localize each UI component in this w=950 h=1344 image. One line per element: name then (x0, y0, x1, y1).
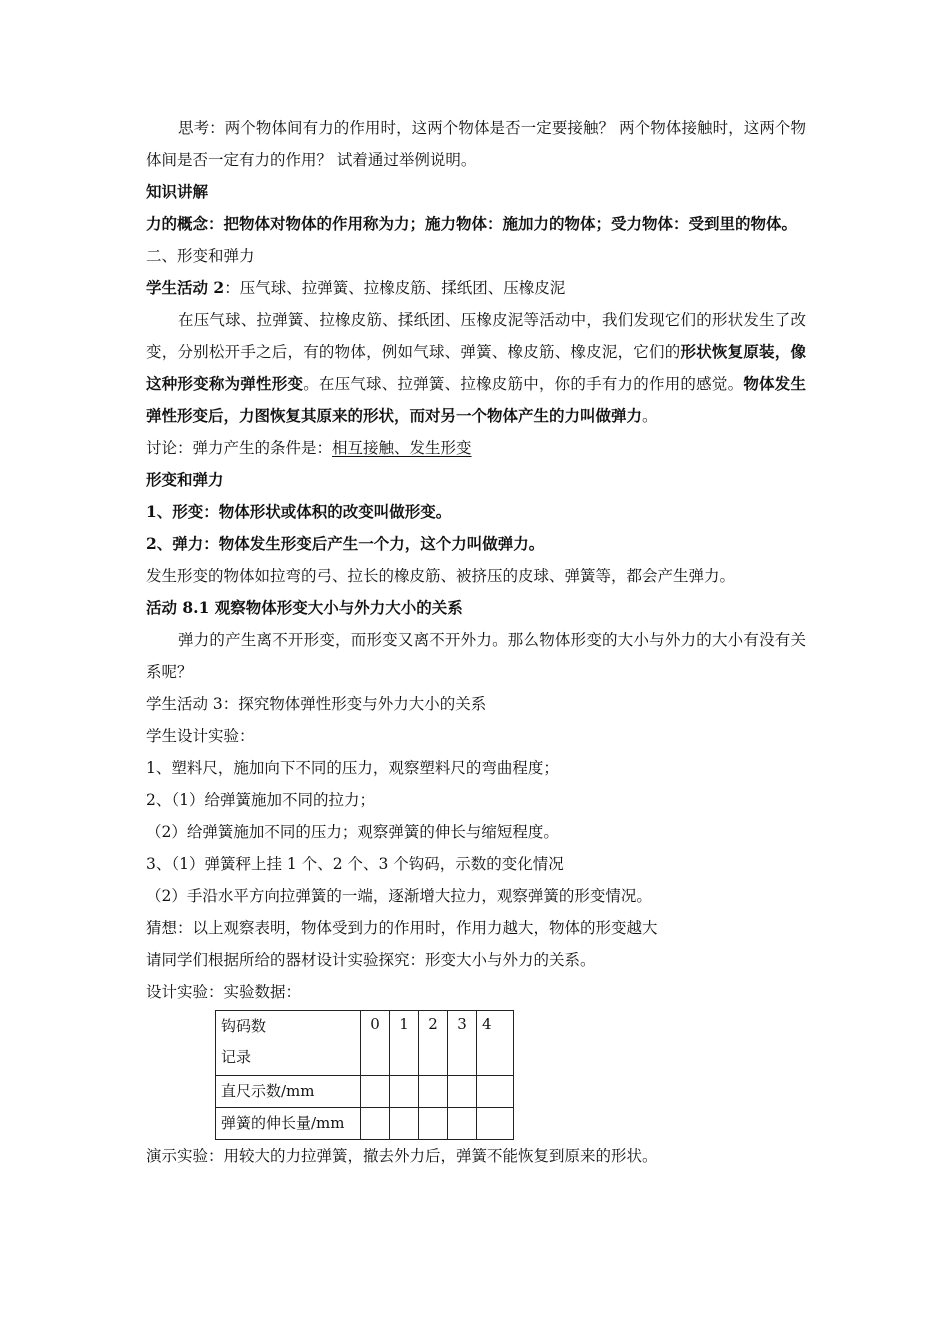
row-label-ruler: 直尺示数/mm (216, 1076, 361, 1108)
request-line: 请同学们根据所给的器材设计实验探究：形变大小与外力的关系。 (146, 951, 596, 969)
table-cell (419, 1108, 448, 1140)
step3a-line: 3、（1）弹簧秤上挂 1 个、2 个、3 个钩码，示数的变化情况 (146, 855, 564, 873)
table-row (216, 1076, 514, 1108)
step2b-line: （2）给弹簧施加不同的压力；观察弹簧的伸长与缩短程度。 (146, 823, 559, 841)
deform-heading: 形变和弹力 (146, 470, 224, 489)
table-cell (361, 1076, 390, 1108)
design-line: 学生设计实验： (146, 727, 255, 745)
table-cell (419, 1076, 448, 1108)
activity2-label: 学生活动 2 (146, 278, 225, 297)
count-cell-1: 1 (390, 1011, 419, 1076)
force-concept: 力的概念：把物体对物体的作用称为力；施力物体：施加力的物体；受力物体：受到里的物体。 (146, 214, 798, 233)
step2a-line: 2、（1）给弹簧施加不同的拉力； (146, 791, 375, 809)
think-paragraph: 思考：两个物体间有力的作用时，这两个物体是否一定要接触？ 两个物体接触时，这两个物体间是否一定有力的作用？ 试着通过举例说明。 (146, 119, 806, 169)
experiment-data-table (215, 1010, 514, 1140)
elastic-part4: 物体发生弹性形变后，力图恢复其原来的形状，而对另一个物体产生的力叫做弹力 (146, 374, 806, 425)
count-cell-3: 3 (448, 1011, 477, 1076)
elastic-part1: 在压气球、拉弹簧、拉橡皮筋、揉纸团、压橡皮泥等活动中，我们发现它们的形状发生了改变，分别松开手之后，有的物体，例如气球、弹簧、橡皮筋、橡皮泥，它们的 (146, 311, 806, 361)
count-cell-2: 2 (419, 1011, 448, 1076)
count-cell-4: 4 (477, 1011, 514, 1076)
activity2-text: ：压气球、拉弹簧、拉橡皮筋、揉纸团、压橡皮泥 (224, 279, 566, 297)
document-page (146, 112, 806, 1172)
header-line2: 记录 (221, 1048, 252, 1066)
demo-line: 演示实验：用较大的力拉弹簧，撤去外力后，弹簧不能恢复到原来的形状。 (146, 1147, 658, 1165)
definition-deformation: 1、形变：物体形状或体积的改变叫做形变。 (146, 502, 452, 521)
table-cell (448, 1108, 477, 1140)
discuss-answer: 相互接触、发生形变 (332, 439, 472, 457)
design-data-line: 设计实验：实验数据： (146, 983, 302, 1001)
relation-paragraph: 弹力的产生离不开形变，而形变又离不开外力。那么物体形变的大小与外力的大小有没有关系呢？ (146, 631, 806, 681)
activity2-line (146, 272, 806, 304)
table-cell (390, 1076, 419, 1108)
header-line1: 钩码数 (221, 1017, 267, 1035)
elastic-part2: 形状恢复原装，像这种形变称为弹性形变 (146, 342, 806, 393)
row-label-extension: 弹簧的伸长量/mm (216, 1108, 361, 1140)
discuss-line (146, 432, 806, 464)
table-cell (448, 1076, 477, 1108)
elastic-part5: 。 (642, 407, 658, 425)
header-cell (216, 1011, 361, 1076)
discuss-label: 讨论：弹力产生的条件是： (146, 439, 333, 457)
elastic-part3: 。在压气球、拉弹簧、拉橡皮筋中，你的手有力的作用的感觉。 (303, 375, 744, 393)
elastic-paragraph (146, 304, 806, 432)
activity81-heading: 活动 8.1 观察物体形变大小与外力大小的关系 (146, 598, 463, 617)
definition-elastic-force: 2、弹力：物体发生形变后产生一个力，这个力叫做弹力。 (146, 534, 545, 553)
activity3-line: 学生活动 3：探究物体弹性形变与外力大小的关系 (146, 695, 487, 713)
table-cell (361, 1108, 390, 1140)
table-cell (390, 1108, 419, 1140)
step3b-line: （2）手沿水平方向拉弹簧的一端，逐渐增大拉力，观察弹簧的形变情况。 (146, 887, 652, 905)
count-cell-0: 0 (361, 1011, 390, 1076)
knowledge-heading: 知识讲解 (146, 182, 209, 201)
table-header-row (216, 1011, 514, 1076)
step1-line: 1、塑料尺，施加向下不同的压力，观察塑料尺的弯曲程度； (146, 759, 559, 777)
section-two-heading: 二、形变和弹力 (146, 247, 255, 265)
table-cell (477, 1108, 514, 1140)
table-row (216, 1108, 514, 1140)
guess-line: 猜想：以上观察表明，物体受到力的作用时，作用力越大，物体的形变越大 (146, 919, 658, 937)
examples-line: 发生形变的物体如拉弯的弓、拉长的橡皮筋、被挤压的皮球、弹簧等，都会产生弹力。 (146, 567, 736, 585)
table-cell (477, 1076, 514, 1108)
